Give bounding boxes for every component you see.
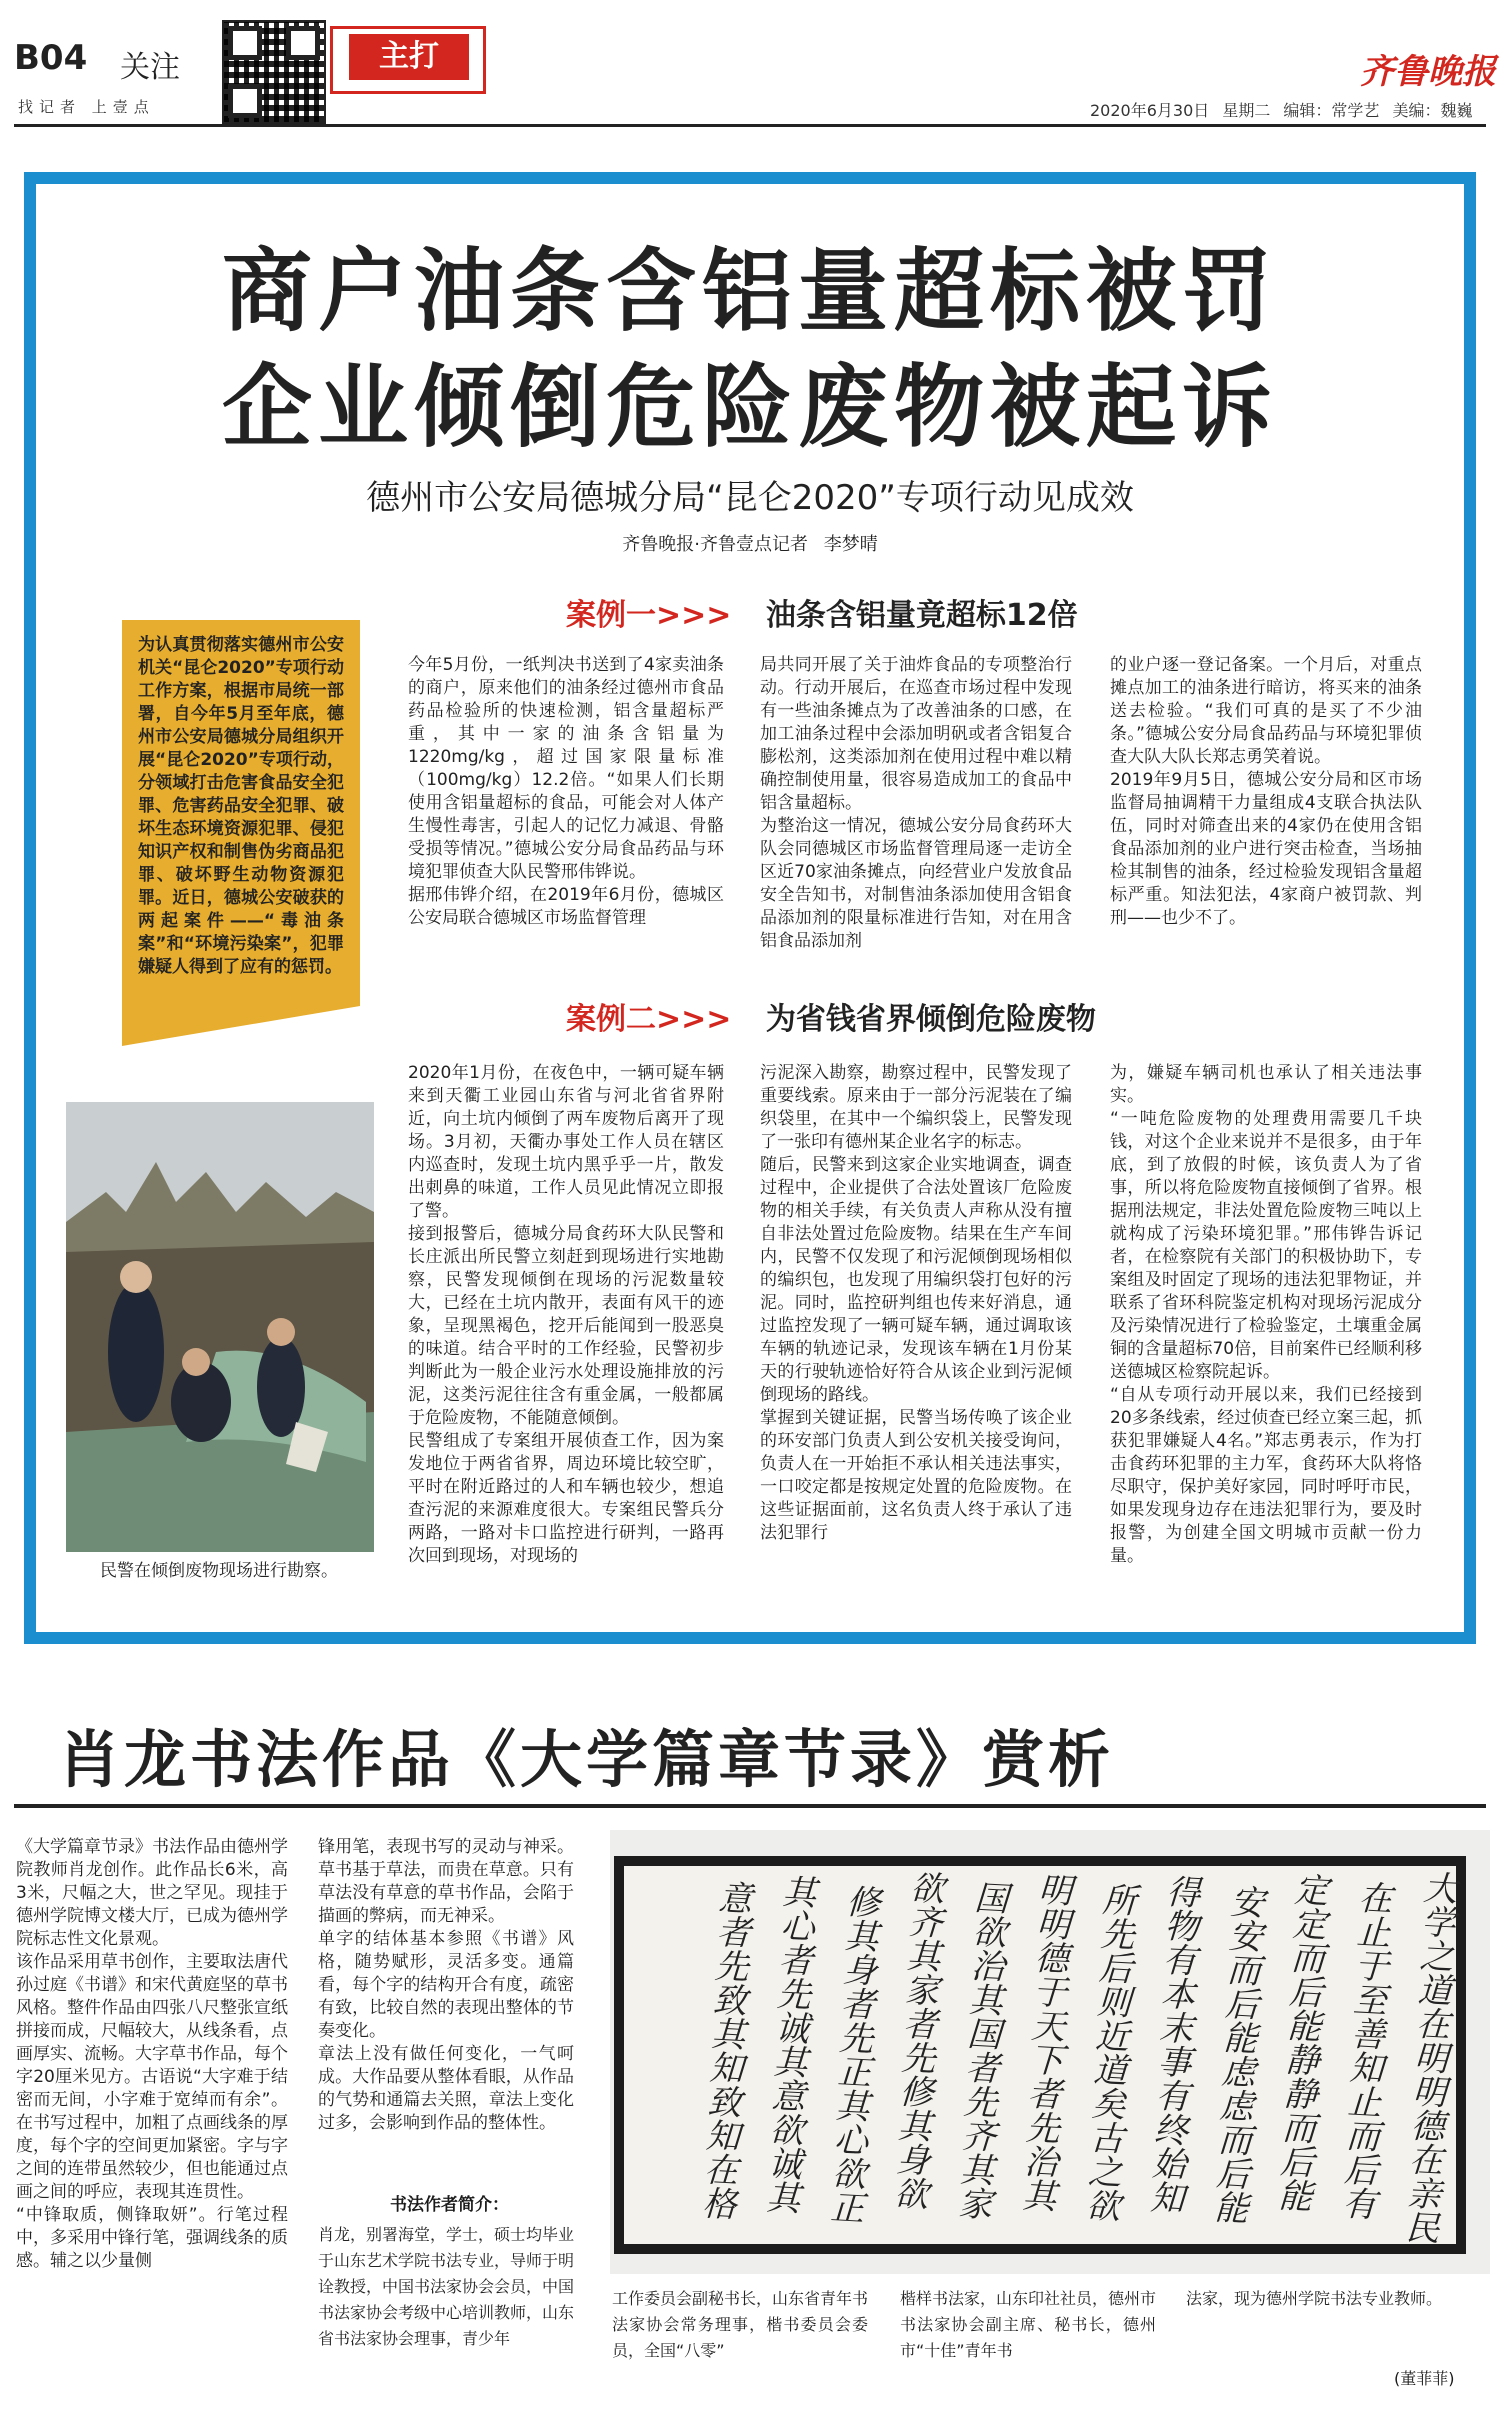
case2-title: 为省钱省界倾倒危险废物 [765,1002,1096,1037]
case2-heading [566,994,1096,1038]
author-signoff: (董菲菲) [1394,2369,1455,2388]
artwork-paper [624,1866,1456,2244]
artwork-column: 大学之道在明明德在亲民 [1398,1869,1458,2245]
artwork-column: 欲齐其家者先修其身欲 [887,1869,945,2211]
subheadline: 德州市公安局德城分局“昆仑2020”专项行动见成效 [366,478,1134,518]
artwork-column: 修其身者先正其心欲正 [823,1883,881,2225]
section-divider [14,1804,1486,1808]
artwork-column: 国欲治其国者先齐其家 [951,1879,1009,2221]
case1-title: 油条含铝量竟超标12倍 [765,598,1078,633]
intro-text: 为认真贯彻落实德州市公安机关“昆仑2020”专项行动工作方案，根据市局统一部署，自今年5月至年底，德州市公安局德城分局组织开展“昆仑2020”专项行动，分领域打击危害食品安全犯罪、危害药品安全犯罪、破坏生态环境资源犯罪、侵犯知识产权和制售伪劣商品犯罪、破坏野生动物资源犯罪。近日，德城公安破获的两起案件——“毒油条案”和“环境污染案”，犯罪嫌疑人得到了应有的惩罚。 [138,635,344,977]
intro-box-tail [122,1006,360,1046]
byline: 齐鲁晚报·齐鲁壹点记者 李梦晴 [622,534,878,555]
case2-column-3: 为，嫌疑车辆司机也承认了相关违法事实。 “一吨危险废物的处理费用需要几千块钱，对这个企业来说并不是很多，由于年底，到了放假的时候，该负责人为了省事，所以将危险废物直接倾倒了省界。根据刑法规定，非法处置危险废物三吨以上就构成了污染环境犯罪。”邢伟铧告诉记者，在检察院有关部门的积极协助下，专案组及时固定了现场的违法犯罪物证，并联系了省环科院鉴定机构对现场污泥成分及污染情况进行了检验鉴定，土壤重金属铜的含量超标70倍，目前案件已经顺利移送德城区检察院起诉。 “自从专项行动开展以来，我们已经接到20多条线索，经过侦查已经立案三起，抓获犯罪嫌疑人4名。”郑志勇表示，作为打击食药环犯罪的主力军，食药环大队将恪尽职守，保护美好家园，同时呼吁市民，如果发现身边存在违法犯罪行为，要及时报警，为创建全国文明城市贡献一份力量。 [1110,1063,1422,1566]
photo-caption: 民警在倾倒废物现场进行勘察。 [100,1561,338,1581]
headline-line-2: 企业倾倒危险废物被起诉 [222,355,1278,460]
headline-line-1: 商户油条含铝量超标被罚 [222,239,1278,344]
calligraphy-photo [610,1830,1490,2274]
case2-label: 案例二>>> [566,1002,732,1037]
dateline: 2020年6月30日 星期二 编辑：常学艺 美编：魏巍 [1090,101,1473,120]
calligraphy-title: 肖龙书法作品《大学篇章节录》赏析 [58,1723,1115,1796]
calligraphy-column-2: 锋用笔，表现书写的灵动与神采。草书基于草法，而贵在草意。只有草法没有草意的草书作品，会陷于描画的弊病，而无神采。 单字的结体基本参照《书谱》风格，随势赋形，灵活多变。通篇看，每个字的结构开合有度，疏密有致，比较自然的表现出整体的节奏变化。 章法上没有做任何变化，一气呵成。大作品要从整体看眼，从作品的气势和通篇去关照，章法上变化过多，会影响到作品的整体性。 [318,1837,574,2133]
scene-photo-illustration [66,1102,374,1552]
artwork-column: 明明德于天下者先治其 [1015,1871,1073,2213]
artwork-column: 意者先致其知致知在格 [695,1879,753,2221]
author-bio-4: 法家，现为德州学院书法专业教师。 [1186,2289,1443,2308]
section-name: 关注 [120,50,180,85]
calligraphy-column-1: 《大学篇章节录》书法作品由德州学院教师肖龙创作。此作品长6米，高3米，尺幅之大，世之罕见。现挂于德州学院博文楼大厅，已成为德州学院标志性文化景观。 该作品采用草书创作，主要取法唐代孙过庭《书谱》和宋代黄庭坚的草书风格。整件作品由四张八尺整张宣纸拼接而成，尺幅较大，从线条看，点画厚实、流畅。大字草书作品，每个字20厘米见方。古语说“大字难于结密而无间，小字难于宽绰而有余”。在书写过程中，加粗了点画线条的厚度，每个字的空间更加紧密。字与字之间的连带虽然较少，但也能通过点画之间的呼应，表现其连贯性。 “中锋取质，侧锋取妍”。行笔过程中，多采用中锋行笔，强调线条的质感。辅之以少量侧 [16,1837,288,2271]
artwork-frame [614,1856,1466,2254]
artwork-column: 在止于至善知止而后有 [1335,1879,1393,2221]
column-tag-label: 主打 [349,34,469,80]
author-intro-heading: 书法作者简介： [390,2195,509,2215]
case1-column-1: 今年5月份，一纸判决书送到了4家卖油条的商户，原来他们的油条经过德州市食品药品检验所的快速检测，铝含量超标严重，其中一家的油条含铝量为1220mg/kg，超过国家限量标准（100mg/kg）12.2倍。“如果人们长期使用含铝量超标的食品，可能会对人体产生慢性毒害，引起人的记忆力减退、骨骼受损等情况。”德城公安分局食品药品与环境犯罪侦查大队民警邢伟铧说。 据邢伟铧介绍，在2019年6月份，德城区公安局联合德城区市场监督管理 [408,655,724,928]
qr-code-icon [222,20,326,124]
intro-box [122,620,360,1006]
author-bio-3: 楷样书法家，山东印社社员，德州市书法家协会副主席、秘书长，德州市“十佳”青年书 [900,2289,1157,2360]
author-bio-2: 工作委员会副秘书长，山东省青年书法家协会常务理事，楷书委员会委员，全国“八零” [612,2289,869,2360]
case1-heading [566,590,1078,634]
case1-column-3: 的业户逐一登记备案。一个月后，对重点摊点加工的油条进行暗访，将买来的油条送去检验。“我们可真的是买了不少油条。”德城公安分局食品药品与环境犯罪侦查大队大队长郑志勇笑着说。 2019年9月5日，德城公安分局和区市场监督局抽调精干力量组成4支联合执法队伍，同时对筛查出来的4家仍在使用含铝食品添加剂的业户进行突击检查，当场抽检其制售的油条，经过检验发现铝含量超标严重。知法犯法，4家商户被罚款、判刑——也少不了。 [1110,655,1422,928]
artwork-column: 其心者先诚其意欲诚其 [759,1873,817,2215]
artwork-column: 所先后则近道矣古之欲 [1079,1881,1137,2223]
artwork-column: 定定而后能静静而后能 [1271,1871,1329,2213]
column-tag [330,26,486,94]
header-divider [14,124,1486,127]
scene-photo [66,1102,374,1552]
case2-column-1: 2020年1月份，在夜色中，一辆可疑车辆来到天衢工业园山东省与河北省省界附近，向土坑内倾倒了两车废物后离开了现场。3月初，天衢办事处工作人员在辖区内巡查时，发现土坑内黑乎乎一片，散发出刺鼻的味道，工作人员见此情况立即报了警。 接到报警后，德城分局食药环大队民警和长庄派出所民警立刻赶到现场进行实地勘察，民警发现倾倒在现场的污泥数量较大，已经在土坑内散开，表面有风干的迹象，呈现黑褐色，挖开后能闻到一股恶臭的味道。结合平时的工作经验，民警初步判断此为一般企业污水处理设施排放的污泥，这类污泥往往含有重金属，一般都属于危险废物，不能随意倾倒。 民警组成了专案组开展侦查工作，因为案发地位于两省省界，周边环境比较空旷，平时在附近路过的人和车辆也较少，想追查污泥的来源难度很大。专案组民警兵分两路，一路对卡口监控进行研判，一路再次回到现场，对现场的 [408,1063,724,1566]
section-subline: 找记者 上壹点 [18,98,155,116]
case1-label: 案例一>>> [566,598,732,633]
author-bio-1: 肖龙，别署海堂，学士，硕士均毕业于山东艺术学院书法专业，导师于明诠教授，中国书法家协会会员，中国书法家协会考级中心培训教师，山东省书法家协会理事，青少年 [318,2225,575,2348]
newspaper-logo: 齐鲁晚报 [1360,52,1496,92]
case2-column-2: 污泥深入勘察，勘察过程中，民警发现了重要线索。原来由于一部分污泥装在了编织袋里，在其中一个编织袋上，民警发现了一张印有德州某企业名字的标志。 随后，民警来到这家企业实地调查，调查过程中，企业提供了合法处置该厂危险废物的相关手续，有关负责人声称从没有擅自非法处置过危险废物。结果在生产车间内，民警不仅发现了和污泥倾倒现场相似的编织包，也发现了用编织袋打包好的污泥。同时，监控研判组也传来好消息，通过监控发现了一辆可疑车辆，通过调取该车辆的轨迹记录，发现该车辆在1月份某天的行驶轨迹恰好符合从该企业到污泥倾倒现场的路线。 掌握到关键证据，民警当场传唤了该企业的环安部门负责人到公安机关接受询问，负责人在一开始拒不承认相关违法事实，一口咬定都是按规定处置的危险废物。在这些证据面前，这名负责人终于承认了违法犯罪行 [760,1063,1072,1543]
page-number: B04 [14,38,88,78]
artwork-column: 安安而后能虑虑而后能 [1207,1883,1265,2225]
case1-column-2: 局共同开展了关于油炸食品的专项整治行动。行动开展后，在巡查市场过程中发现有一些油条摊点为了改善油条的口感，在加工油条过程中会添加明矾或者含铝复合膨松剂，这类添加剂在使用过程中难以精确控制使用量，很容易造成加工的食品中铝含量超标。 为整治这一情况，德城公安分局食药环大队会同德城区市场监督管理局逐一走访全区近70家油条摊点，向经营业户发放食品安全告知书，对制售油条添加使用含铝食品添加剂的限量标准进行告知，对在用含铝食品添加剂 [760,655,1072,951]
artwork-column: 得物有本末事有终始知 [1143,1873,1201,2215]
